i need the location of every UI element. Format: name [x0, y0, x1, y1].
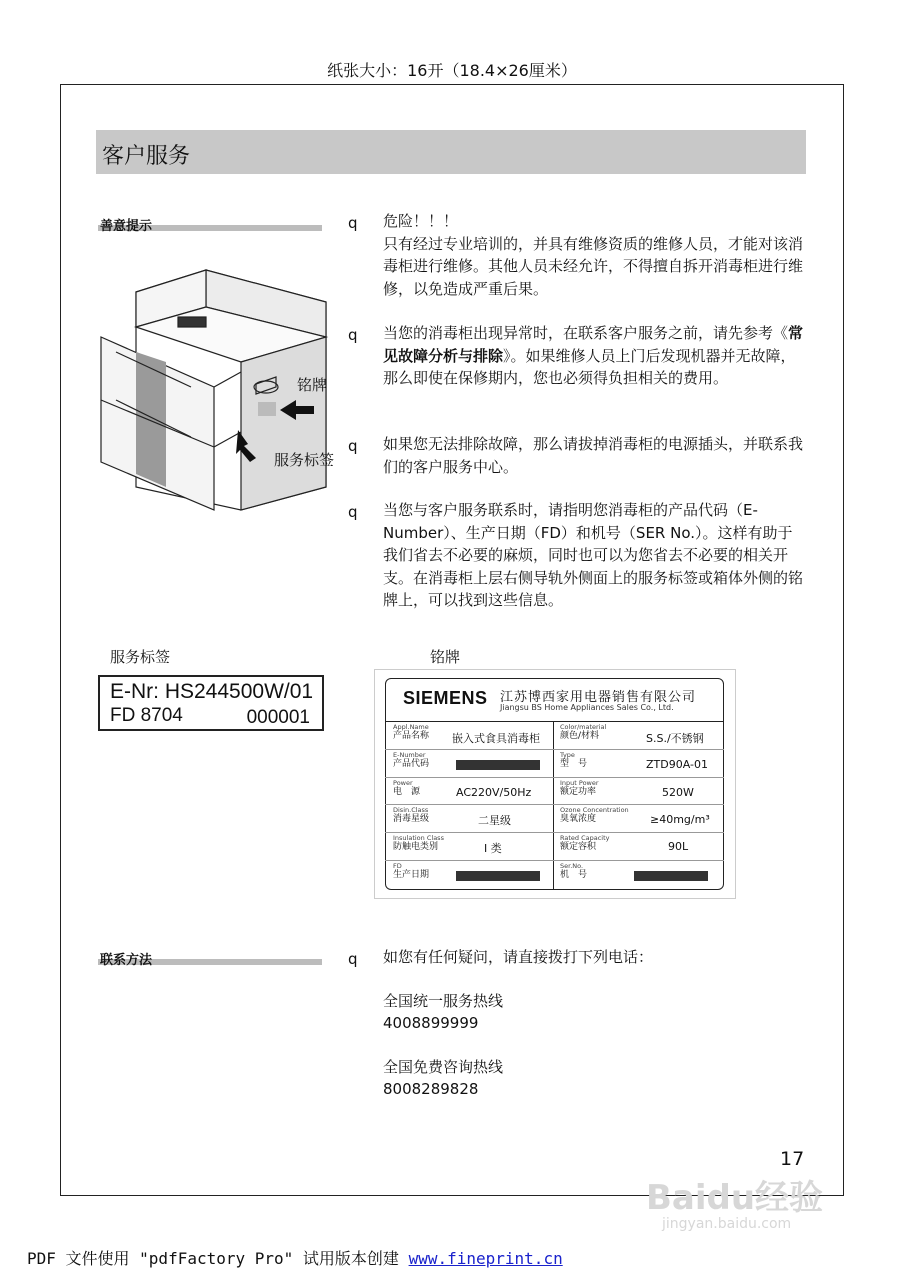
- e-number-bar: [456, 760, 540, 770]
- nameplate-row: Power 电 源: [393, 779, 421, 797]
- fd-code: FD 8704: [110, 705, 183, 726]
- nameplate-divider: [553, 721, 554, 889]
- nameplate-row: Appl.Name 产品名称: [393, 723, 430, 741]
- notice-item-3: 如果您无法排除故障，那么请拔掉消毒柜的电源插头，并联系我们的客户服务中心。: [383, 435, 804, 476]
- siemens-logo: SIEMENS: [403, 688, 488, 708]
- nameplate-row: FD 生产日期: [393, 862, 430, 880]
- company-name-en: Jiangsu BS Home Appliances Sales Co., Ltd.: [500, 703, 674, 712]
- contact-info: [383, 946, 805, 1101]
- service-label-caption: 服务标签: [110, 648, 171, 666]
- notice-item-1: 危险！！！ 只有经过专业培训的，并具有维修资质的维修人员，才能对该消毒柜进行维修。其他人员未经允许，不得擅自拆开消毒柜进行维修，以免造成严重后果。: [383, 212, 804, 298]
- nameplate-grid: [385, 721, 724, 890]
- contact-intro: 如您有任何疑问，请直接拨打下列电话：: [383, 948, 654, 966]
- figure-nameplate-label: 铭牌: [297, 376, 328, 394]
- bullet-1: q: [348, 214, 358, 232]
- notice-item-2: 当您的消毒柜出现异常时，在联系客户服务之前，请先参考《常见故障分析与排除》。如果维修人员上门后发现机器并无故障，那么即使在保修期内，您也必须得负担相关的费用。: [383, 324, 804, 387]
- nameplate-caption: 铭牌: [430, 648, 461, 666]
- nameplate-row: Disin.Class 消毒星级: [393, 806, 430, 824]
- bullet-2: q: [348, 326, 358, 344]
- figure-service-label-label: 服务标签: [274, 451, 335, 469]
- serial-number: 000001: [246, 707, 310, 728]
- bullet-3: q: [348, 437, 358, 455]
- contact-bullet: q: [348, 950, 358, 968]
- notice-item-4: 当您与客户服务联系时，请指明您消毒柜的产品代码（E-Number）、生产日期（FD）和机号（SER No.）。这样有助于我们省去不必要的麻烦，同时也可以为您省去不必要的相关开支。在消毒柜上层右侧导轨外侧面上的服务标签或箱体外侧的铭牌上，可以找到这些信息。: [383, 501, 804, 609]
- section-title-bar: [96, 130, 806, 174]
- service-label: [98, 675, 324, 731]
- cross-reference: 常见故障分析与排除: [383, 324, 804, 365]
- paper-size-note: 纸张大小：16开（18.4×26厘米）: [327, 61, 577, 80]
- nameplate-row: E-Number 产品代码: [393, 751, 430, 769]
- pdf-footer: PDF 文件使用 "pdfFactory Pro" 试用版本创建 www.fineprint.cn: [27, 1249, 563, 1268]
- nameplate-row: Insulation Class 防触电类别: [393, 834, 444, 852]
- e-number: E-Nr: HS244500W/01: [110, 680, 314, 703]
- watermark-brand: Baidu经验: [646, 1178, 824, 1218]
- hotline1-label: 全国统一服务热线: [383, 991, 504, 1010]
- page-number: 17: [780, 1148, 805, 1170]
- ser-no-bar: [634, 871, 708, 881]
- notice-heading: 善意提示: [98, 218, 322, 231]
- hotline2-number: 8008289828: [383, 1080, 479, 1098]
- fd-bar: [456, 871, 540, 881]
- page-title: 客户服务: [102, 144, 191, 169]
- company-name-cn: 江苏博西家用电器销售有限公司: [500, 690, 697, 705]
- contact-heading: 联系方法: [98, 952, 322, 965]
- bullet-4: q: [348, 503, 358, 521]
- hotline2-label: 全国免费咨询热线: [383, 1057, 504, 1076]
- watermark-url: jingyan.baidu.com: [662, 1216, 792, 1232]
- fineprint-link[interactable]: www.fineprint.cn: [408, 1249, 563, 1268]
- hotline1-number: 4008899999: [383, 1014, 479, 1032]
